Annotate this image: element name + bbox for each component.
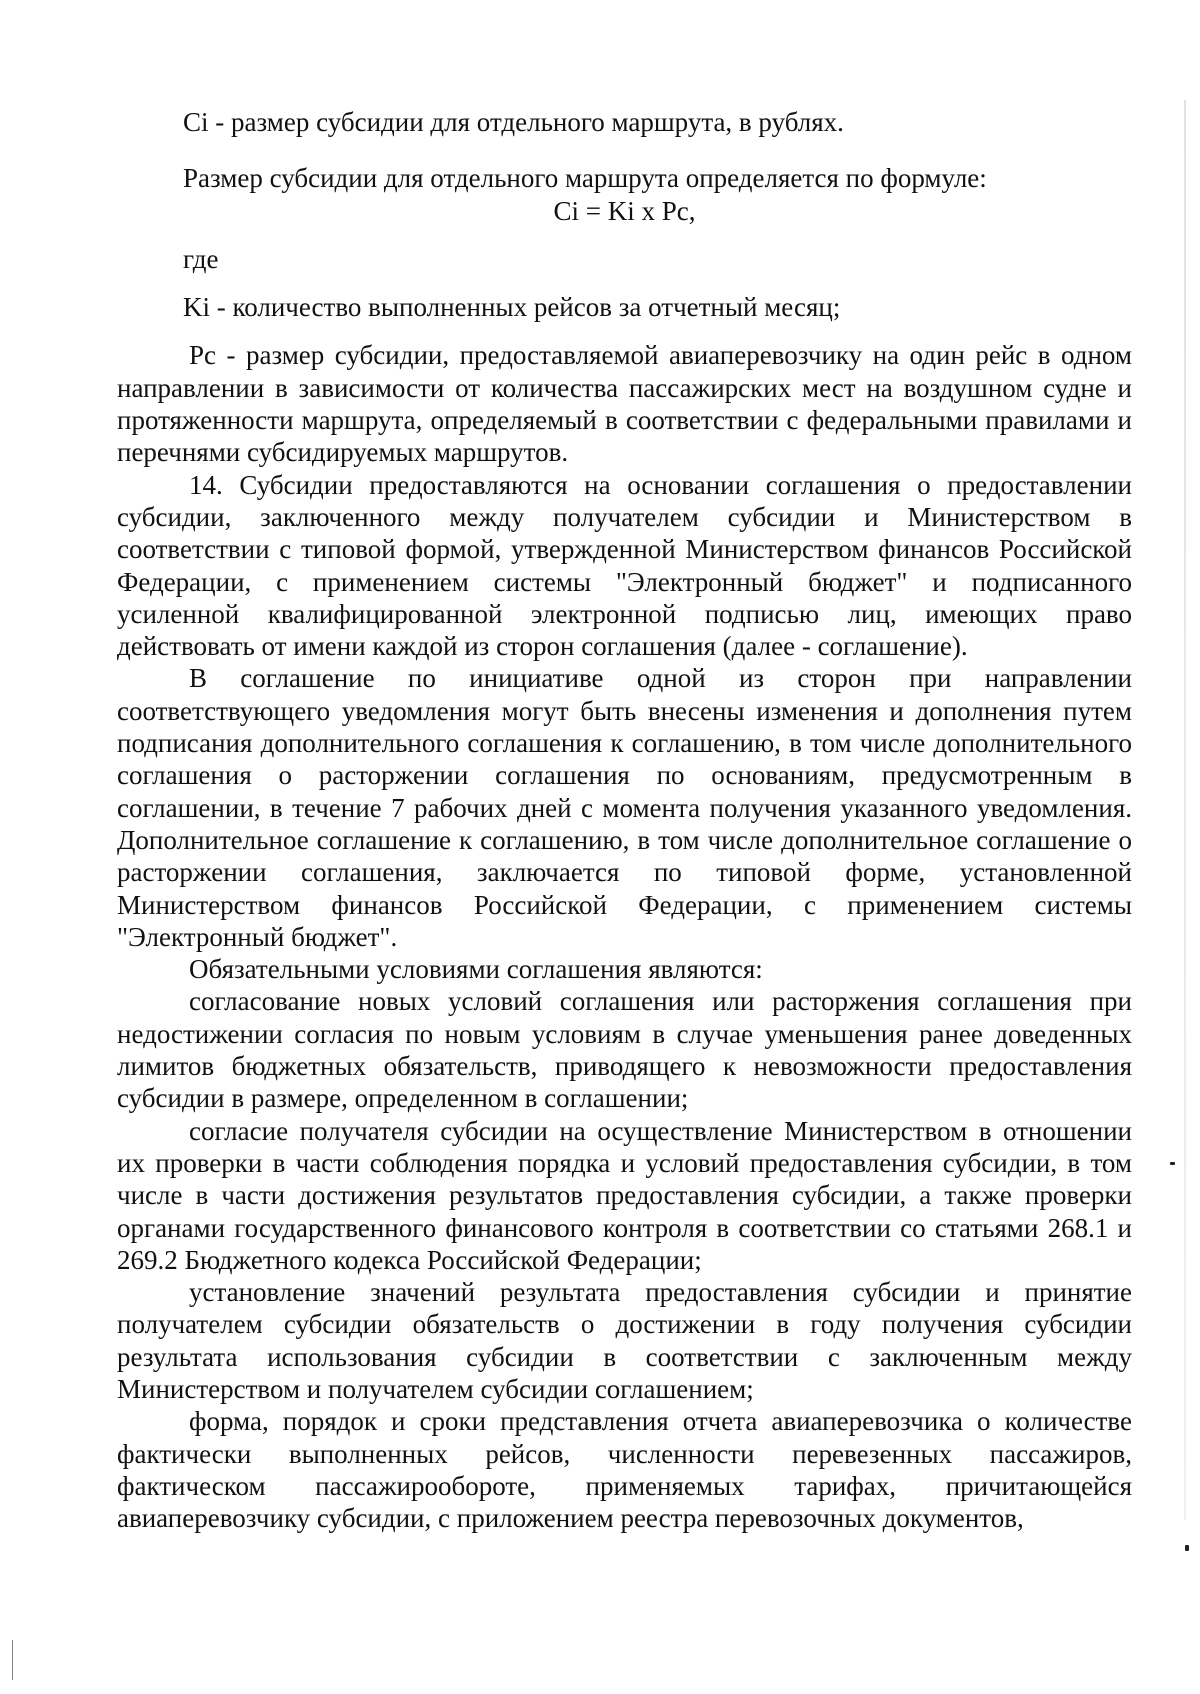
paragraph-conditions-heading: Обязательными условиями соглашения являются: <box>189 954 763 985</box>
formula: Ci = Ki x Pc, <box>553 195 696 226</box>
paragraph-14: 14. Субсидии предоставляются на основании соглашения о предоставлении субсидии, заключенного между получателем субсидии и Министерством в соответствии с типовой формой, утвержденной Министерством финансов Российской Федерации, с применением системы "Электронный бюджет" и подписанного усиленной квалифицированной электронной подписью лиц, имеющих право действовать от имени каждой из сторон соглашения (далее - соглашение). <box>117 469 1132 662</box>
condition-item-4: форма, порядок и сроки представления отчета авиаперевозчика о количестве фактически выполненных рейсов, численности перевезенных пассажиров, фактическом пассажирообороте, применяемых тарифах, причитающейся авиаперевозчику субсидии, с приложением реестра перевозочных документов, <box>117 1406 1132 1534</box>
document-page <box>117 106 1132 1534</box>
definition-ci: Ci - размер субсидии для отдельного маршрута, в рублях. <box>183 107 844 137</box>
scan-speck <box>1185 1545 1189 1551</box>
condition-item-2: согласие получателя субсидии на осуществление Министерством в отношении их проверки в части соблюдения порядка и условий предоставления субсидии, в том числе в части достижения результатов предоставления субсидии, а также проверки органами государственного финансового контроля в соответствии со статьями 268.1 и 269.2 Бюджетного кодекса Российской Федерации; <box>117 1115 1132 1275</box>
scan-speck <box>1170 1162 1175 1165</box>
scan-edge-line <box>1184 100 1186 1520</box>
definition-ki: Ki - количество выполненных рейсов за отчетный месяц; <box>183 292 841 323</box>
condition-item-3: установление значений результата предоставления субсидии и принятие получателем субсидии обязательств о достижении в году получения субсидии результата использования субсидии в соответствии с заключенным между Министерством и получателем субсидии соглашением; <box>117 1277 1132 1404</box>
scan-speck <box>12 1640 13 1680</box>
paragraph-amendments: В соглашение по инициативе одной из сторон при направлении соответствующего уведомления могут быть внесены изменения и дополнения путем подписания дополнительного соглашения к соглашению, в том числе дополнительного соглашения о расторжении соглашения по основаниям, предусмотренным в соглашении, в течение 7 рабочих дней с момента получения указанного уведомления. Дополнительное соглашение к соглашению, в том числе дополнительное соглашение о расторжении соглашения, заключается по типовой форме, установленной Министерством финансов Российской Федерации, с применением системы "Электронный бюджет". <box>117 663 1132 952</box>
condition-item-1: согласование новых условий соглашения или расторжения соглашения при недостижении согласия по новым условиям в случае уменьшения ранее доведенных лимитов бюджетных обязательств, приводящего к невозможности предоставления субсидии в размере, определенном в соглашении; <box>117 986 1132 1114</box>
definition-pc: Pc - размер субсидии, предоставляемой авиаперевозчику на один рейс в одном направлении в зависимости от количества пассажирских мест на воздушном судне и протяженности маршрута, определяемый в соответствии с федеральными правилами и перечнями субсидируемых маршрутов. <box>117 340 1132 468</box>
formula-intro: Размер субсидии для отдельного маршрута определяется по формуле: <box>183 163 987 194</box>
where-label: где <box>183 243 219 274</box>
